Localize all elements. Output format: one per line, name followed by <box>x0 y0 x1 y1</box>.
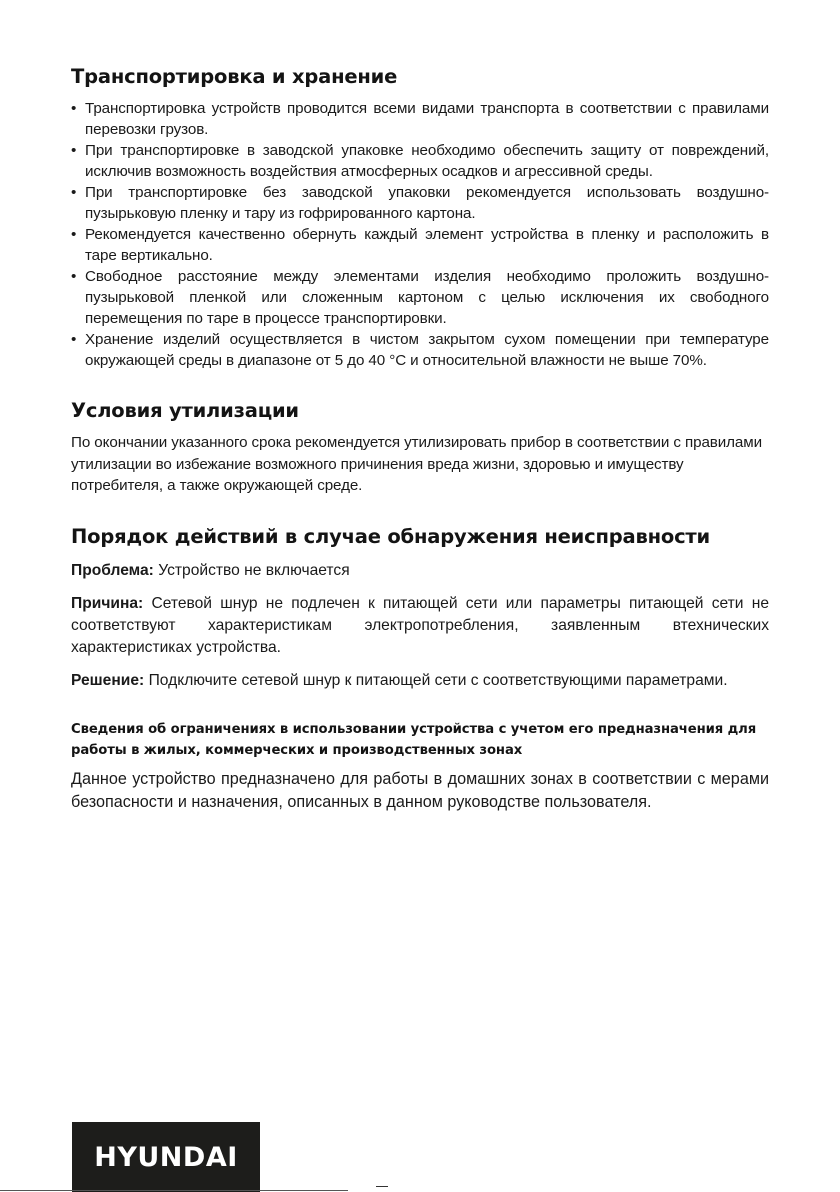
brand-logo <box>72 1122 260 1192</box>
transport-list <box>71 98 769 371</box>
solution-label: Решение: <box>71 671 145 689</box>
cause-label: Причина: <box>71 594 144 612</box>
footer-mark <box>376 1186 388 1187</box>
problem-text: Устройство не включается <box>158 561 350 579</box>
solution-paragraph <box>71 670 769 692</box>
disposal-text: По окончании указанного срока рекомендуется утилизировать прибор в соответствии с правилами утилизации во избежание возможного причинения вреда жизни, здоровью и имуществу потребителя, а также окружающей среде. <box>71 434 762 494</box>
troubleshooting-heading: Порядок действий в случае обнаружения неисправности <box>71 524 710 548</box>
footer-rule <box>0 1190 348 1191</box>
limitations-text: Данное устройство предназначено для работы в домашних зонах в соответствии с мерами безопасности и назначения, описанных в данном руководстве пользователя. <box>71 769 769 811</box>
brand-logo-text: HYUNDAI <box>94 1141 238 1173</box>
problem-paragraph <box>71 560 769 582</box>
problem-label: Проблема: <box>71 561 154 579</box>
solution-text: Подключите сетевой шнур к питающей сети с соответствующими параметрами. <box>148 671 728 689</box>
transport-item: • Рекомендуется качественно обернуть каждый элемент устройства в пленку и расположить в таре вертикально. <box>71 224 769 266</box>
transport-item: • Свободное расстояние между элементами изделия необходимо проложить воздушно-пузырьковой пленкой или сложенным картоном с целью исключения их свободного перемещения по таре в процессе транспортировки. <box>71 266 769 329</box>
disposal-heading: Условия утилизации <box>71 399 299 422</box>
transport-item: • Хранение изделий осуществляется в чистом закрытом сухом помещении при температуре окружающей среды в диапазоне от 5 до 40 °С и относительной влажности не выше 70%. <box>71 329 769 371</box>
transport-item: • При транспортировке в заводской упаковке необходимо обеспечить защиту от повреждений, исключив возможность воздействия атмосферных осадков и агрессивной среды. <box>71 140 769 182</box>
document-page <box>71 62 769 814</box>
transport-heading: Транспортировка и хранение <box>71 65 398 88</box>
transport-item: • При транспортировке без заводской упаковки рекомендуется использовать воздушно-пузырьковую пленку и тару из гофрированного картона. <box>71 182 769 224</box>
transport-item: • Транспортировка устройств проводится всеми видами транспорта в соответствии с правилами перевозки грузов. <box>71 98 769 140</box>
cause-paragraph <box>71 593 769 659</box>
limitations-heading: Сведения об ограничениях в использовании устройства с учетом его предназначения для работы в жилых, коммерческих и производственных зонах <box>71 721 757 758</box>
cause-text: Сетевой шнур не подлечен к питающей сети или параметры питающей сети не соответствуют характеристикам электропотребления, заявленным втехнических характеристиках устройства. <box>71 594 769 656</box>
